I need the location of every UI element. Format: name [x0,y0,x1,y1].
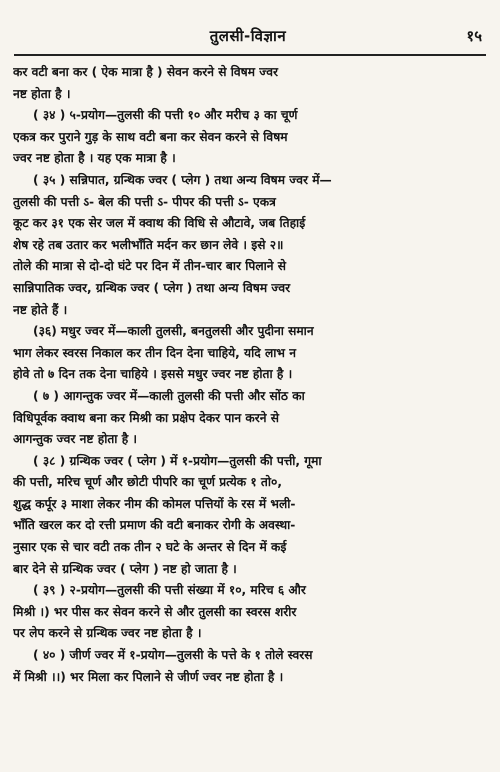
text-line: कूट कर ३१ एक सेर जल में क्वाथ की विधि से औटावे, जब तिहाई [13,216,306,231]
text-line: में मिश्री ।।) भर मिला कर पिलाने से जीर्ण ज्वर नष्ट होता है । [13,669,284,684]
text-line: विधिपूर्वक क्वाथ बना कर मिश्री का प्रक्षेप देकर पान करने से [13,410,280,425]
text-line: नुसार एक से चार वटी तक तीन २ घटे के अन्तर से दिन में कई [13,540,287,555]
text-line: कर वटी बना कर ( ऐक मात्रा है ) सेवन करने से विषम ज्वर [13,65,278,79]
text-line: ( ३४ ) ५-प्रयोग—तुलसी की पत्ती १० और मरीच ३ का चूर्ण [33,108,298,123]
text-line: नष्ट होता है । [13,86,71,101]
text-line: तुलसी की पत्ती ऽ- बेल की पत्ती ऽ- पीपर की पत्ती ऽ- एकत्र [13,194,276,209]
text-line: शुद्ध कर्पूर ३ माशा लेकर नीम की कोमल पत्तियों के रस में भली- [13,496,296,511]
text-line: नष्ट होते हैं । [13,302,68,317]
page-title: तुलसी-विज्ञान [209,27,287,45]
text-line: बार देने से ग्रन्थिक ज्वर ( प्लेग ) नष्ट हो जाता है । [13,561,237,576]
text-line: ( ३९ ) २-प्रयोग—तुलसी की पत्ती संख्या में १०, मरिच ६ और [33,583,306,598]
text-line: की पत्ती, मरिच चूर्ण और छोटी पीपरि का चूर्ण प्रत्येक १ तो०, [13,475,283,490]
text-line: होवे तो ७ दिन तक देना चाहिये । इससे मधुर ज्वर नष्ट होता है । [13,367,293,382]
text-line: ( ७ ) आगन्तुक ज्वर में—काली तुलसी की पत्ती और सोंठ का [33,388,305,403]
page-body [13,62,487,688]
text-line: आगन्तुक ज्वर नष्ट होता है । [13,432,138,447]
page-number: १५ [466,27,482,45]
text-line: शेष रहे तब उतार कर भलीभाँति मर्दन कर छान लेवे । इसे २॥ [13,237,284,252]
text-line: भाग लेकर स्वरस निकाल कर तीन दिन देना चाहिये, यदि लाभ न [13,345,296,360]
text-line: (३६) मधुर ज्वर में—काली तुलसी, बनतुलसी और पुदीना समान [33,324,314,339]
running-header [14,26,482,50]
text-line: ( ३८ ) ग्रन्थिक ज्वर ( प्लेग ) में १-प्रयोग—तुलसी की पत्ती, गूमा [33,453,322,468]
header-divider [14,54,486,56]
text-line: तोले की मात्रा से दो-दो घंटे पर दिन में तीन-चार बार पिलाने से [13,259,287,274]
text-line: सान्निपातिक ज्वर, ग्रन्थिक ज्वर ( प्लेग ) तथा अन्य विषम ज्वर [13,280,291,295]
text-line: पर लेप करने से ग्रन्थिक ज्वर नष्ट होता है । [13,626,202,641]
text-line: ( ४० ) जीर्ण ज्वर में १-प्रयोग—तुलसी के पत्ते के १ तोले स्वरस [33,648,313,663]
text-line: भाँति खरल कर दो रत्ती प्रमाण की वटी बनाकर रोगी के अवस्था- [13,518,296,533]
text-line: ज्वर नष्ट होता है । यह एक मात्रा है । [13,151,176,166]
text-line: मिश्री ।) भर पीस कर सेवन करने से और तुलसी का स्वरस शरीर [13,604,297,619]
text-line: एकत्र कर पुराने गुड़ के साथ वटी बना कर सेवन करने से विषम [13,129,288,144]
text-line: ( ३५ ) सन्निपात, ग्रन्थिक ज्वर ( प्लेग ) तथा अन्य विषम ज्वर में— [33,172,332,187]
